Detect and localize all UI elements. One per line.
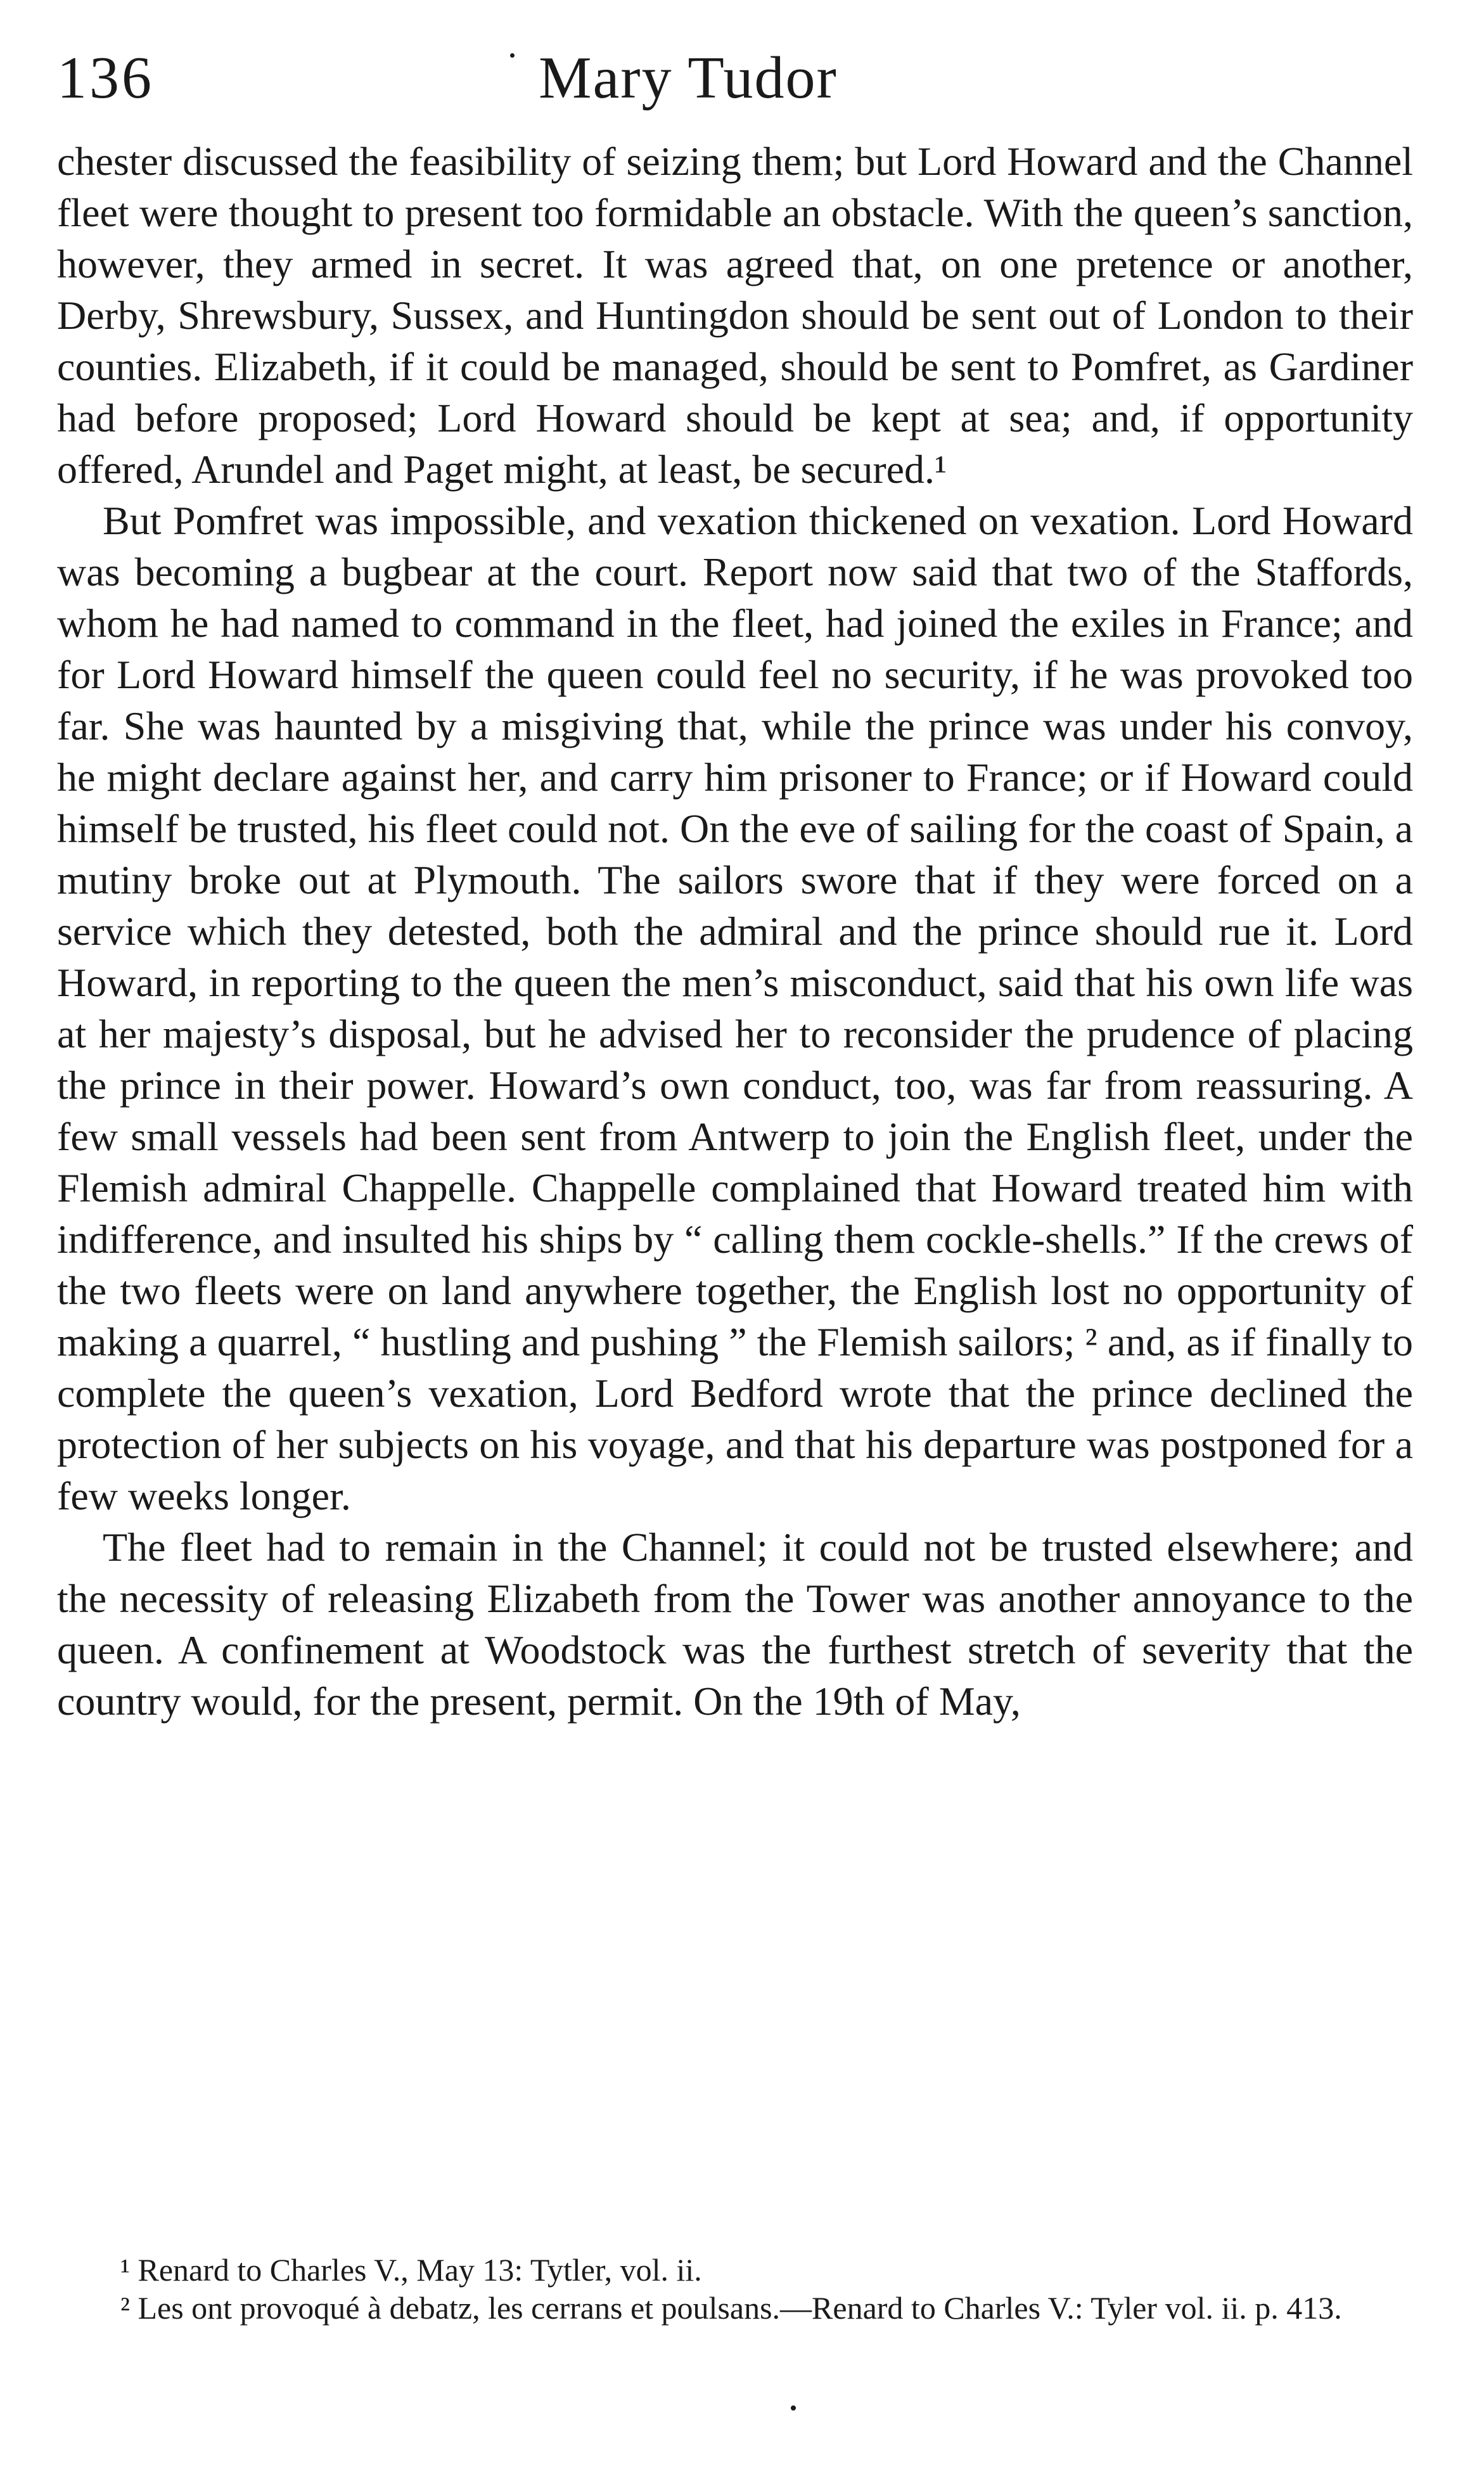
print-speck <box>510 53 515 58</box>
page-number: 136 <box>57 45 154 111</box>
body-text <box>57 136 1413 1727</box>
footnote-1: ¹ Renard to Charles V., May 13: Tytler, vol. ii. <box>120 2252 702 2288</box>
print-speck-bottom <box>791 2405 796 2411</box>
footnotes <box>57 2251 1413 2327</box>
running-title: Mary Tudor <box>539 45 838 111</box>
footnote-2: ² Les ont provoqué à debatz, les cerrans et poulsans.—Renard to Charles V.: Tyler vol. ii. p. 413. <box>120 2290 1342 2326</box>
paragraph: But Pomfret was impossible, and vexation thickened on vexation. Lord Howard was becoming a bugbear at the court. Report now said that two of the Staffords, whom he had named to command in the fleet, had joined the exiles in France; and for Lord Howard himself the queen could feel no security, if he was provoked too far. She was haunted by a misgiving that, while the prince was under his convoy, he might declare against her, and carry him prisoner to France; or if Howard could himself be trusted, his fleet could not. On the eve of sailing for the coast of Spain, a mutiny broke out at Plymouth. The sailors swore that if they were forced on a service which they detested, both the admiral and the prince should rue it. Lord Howard, in reporting to the queen the men’s misconduct, said that his own life was at her majesty’s disposal, but he advised her to reconsider the prudence of placing the prince in their power. Howard’s own conduct, too, was far from reassuring. A few small vessels had been sent from Antwerp to join the English fleet, under the Flemish admiral Chappelle. Chappelle complained that Howard treated him with indifference, and insulted his ships by “ calling them cockle-shells.” If the crews of the two fleets were on land anywhere together, the English lost no opportunity of making a quarrel, “ hustling and pushing ” the Flemish sailors; ² and, as if finally to complete the queen’s vexation, Lord Bedford wrote that the prince declined the protection of her subjects on his voyage, and that his departure was postponed for a few weeks longer. <box>57 498 1413 1518</box>
page-header <box>57 37 1413 119</box>
paragraph-continued: chester discussed the feasibility of seizing them; but Lord Howard and the Channel fleet were thought to present too formidable an obstacle. With the queen’s sanction, however, they armed in secret. It was agreed that, on one pretence or another, Derby, Shrewsbury, Sussex, and Huntingdon should be sent out of London to their counties. Elizabeth, if it could be managed, should be sent to Pomfret, as Gardiner had before proposed; Lord Howard should be kept at sea; and, if opportunity offered, Arundel and Paget might, at least, be secured.¹ <box>57 139 1413 492</box>
paragraph: The fleet had to remain in the Channel; it could not be trusted elsewhere; and the necessity of releasing Elizabeth from the Tower was another annoyance to the queen. A confinement at Woodstock was the furthest stretch of severity that the country would, for the present, permit. On the 19th of May, <box>57 1525 1413 1724</box>
